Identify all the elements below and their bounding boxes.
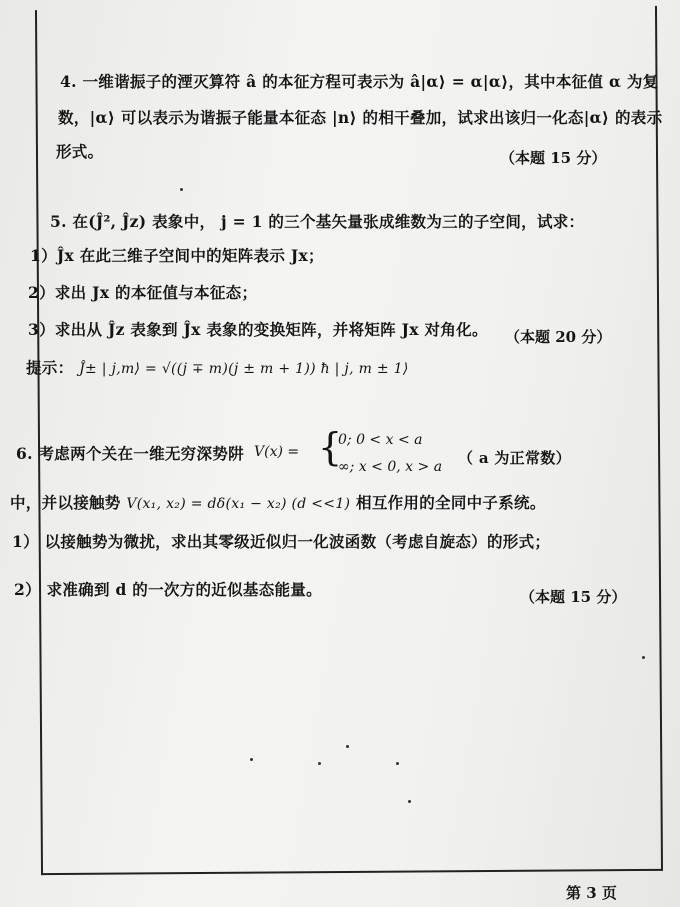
- q6-case-1: 0; 0 < x < a: [338, 432, 423, 448]
- speck: [408, 800, 411, 803]
- speck: [318, 762, 321, 765]
- q5-item-1: 1）Ĵx 在此三维子空间中的矩阵表示 Jx；: [30, 246, 324, 265]
- q5-score: （本题 20 分）: [505, 328, 612, 346]
- q4-line-1: 4. 一维谐振子的湮灭算符 â 的本征方程可表示为 â|α⟩ = α|α⟩，其中本征值 α 为复: [60, 72, 659, 91]
- q4-score: （本题 15 分）: [500, 149, 607, 167]
- q6-line-2-b: 相互作用的全同中子系统。: [356, 493, 546, 512]
- q6-score: （本题 15 分）: [520, 588, 627, 606]
- q5-hint: [26, 356, 409, 378]
- q6-case-2: ∞; x < 0, x > a: [338, 459, 443, 475]
- speck: [396, 762, 399, 765]
- q5-item-3: 3）求出从 Ĵz 表象到 Ĵx 表象的变换矩阵，并将矩阵 Jx 对角化。: [28, 320, 488, 339]
- q6-lead: 6. 考虑两个关在一维无穷深势阱: [16, 444, 244, 463]
- speck: [346, 745, 349, 748]
- q5-hint-formula: Ĵ± | j,m⟩ = √((j ∓ m)(j ± m + 1)) ħ | j, m ± 1⟩: [79, 361, 409, 377]
- q6-item-1: 1） 以接触势为微扰，求出其零级近似归一化波函数（考虑自旋态）的形式；: [12, 532, 551, 551]
- q6-constant-note: （ a 为正常数）: [458, 449, 571, 467]
- q4-line-3: 形式。: [56, 142, 104, 161]
- q4-line-2: 数，|α⟩ 可以表示为谐振子能量本征态 |n⟩ 的相干叠加，试求出该归一化态|α⟩ 的表示: [58, 108, 663, 127]
- q6-contact-potential: V(x₁, x₂) = dδ(x₁ − x₂) (d <<1): [126, 496, 351, 512]
- q5-hint-label: 提示：: [26, 358, 74, 377]
- q6-line-2: [10, 491, 546, 513]
- page-number: 第 3 页: [566, 884, 617, 902]
- q5-line-1: 5. 在(Ĵ², Ĵz) 表象中， j = 1 的三个基矢量张成维数为三的子空间，试求：: [50, 212, 585, 231]
- q5-item-2: 2）求出 Jx 的本征值与本征态；: [28, 283, 258, 302]
- speck: [180, 188, 183, 191]
- q6-cases-brace: {: [318, 425, 343, 469]
- q6-item-2: 2） 求准确到 d 的一次方的近似基态能量。: [14, 580, 322, 599]
- speck: [642, 656, 645, 659]
- q6-line-2-a: 中，并以接触势: [10, 493, 121, 512]
- speck: [250, 758, 253, 761]
- q6-potential-lhs: V(x) =: [254, 444, 300, 460]
